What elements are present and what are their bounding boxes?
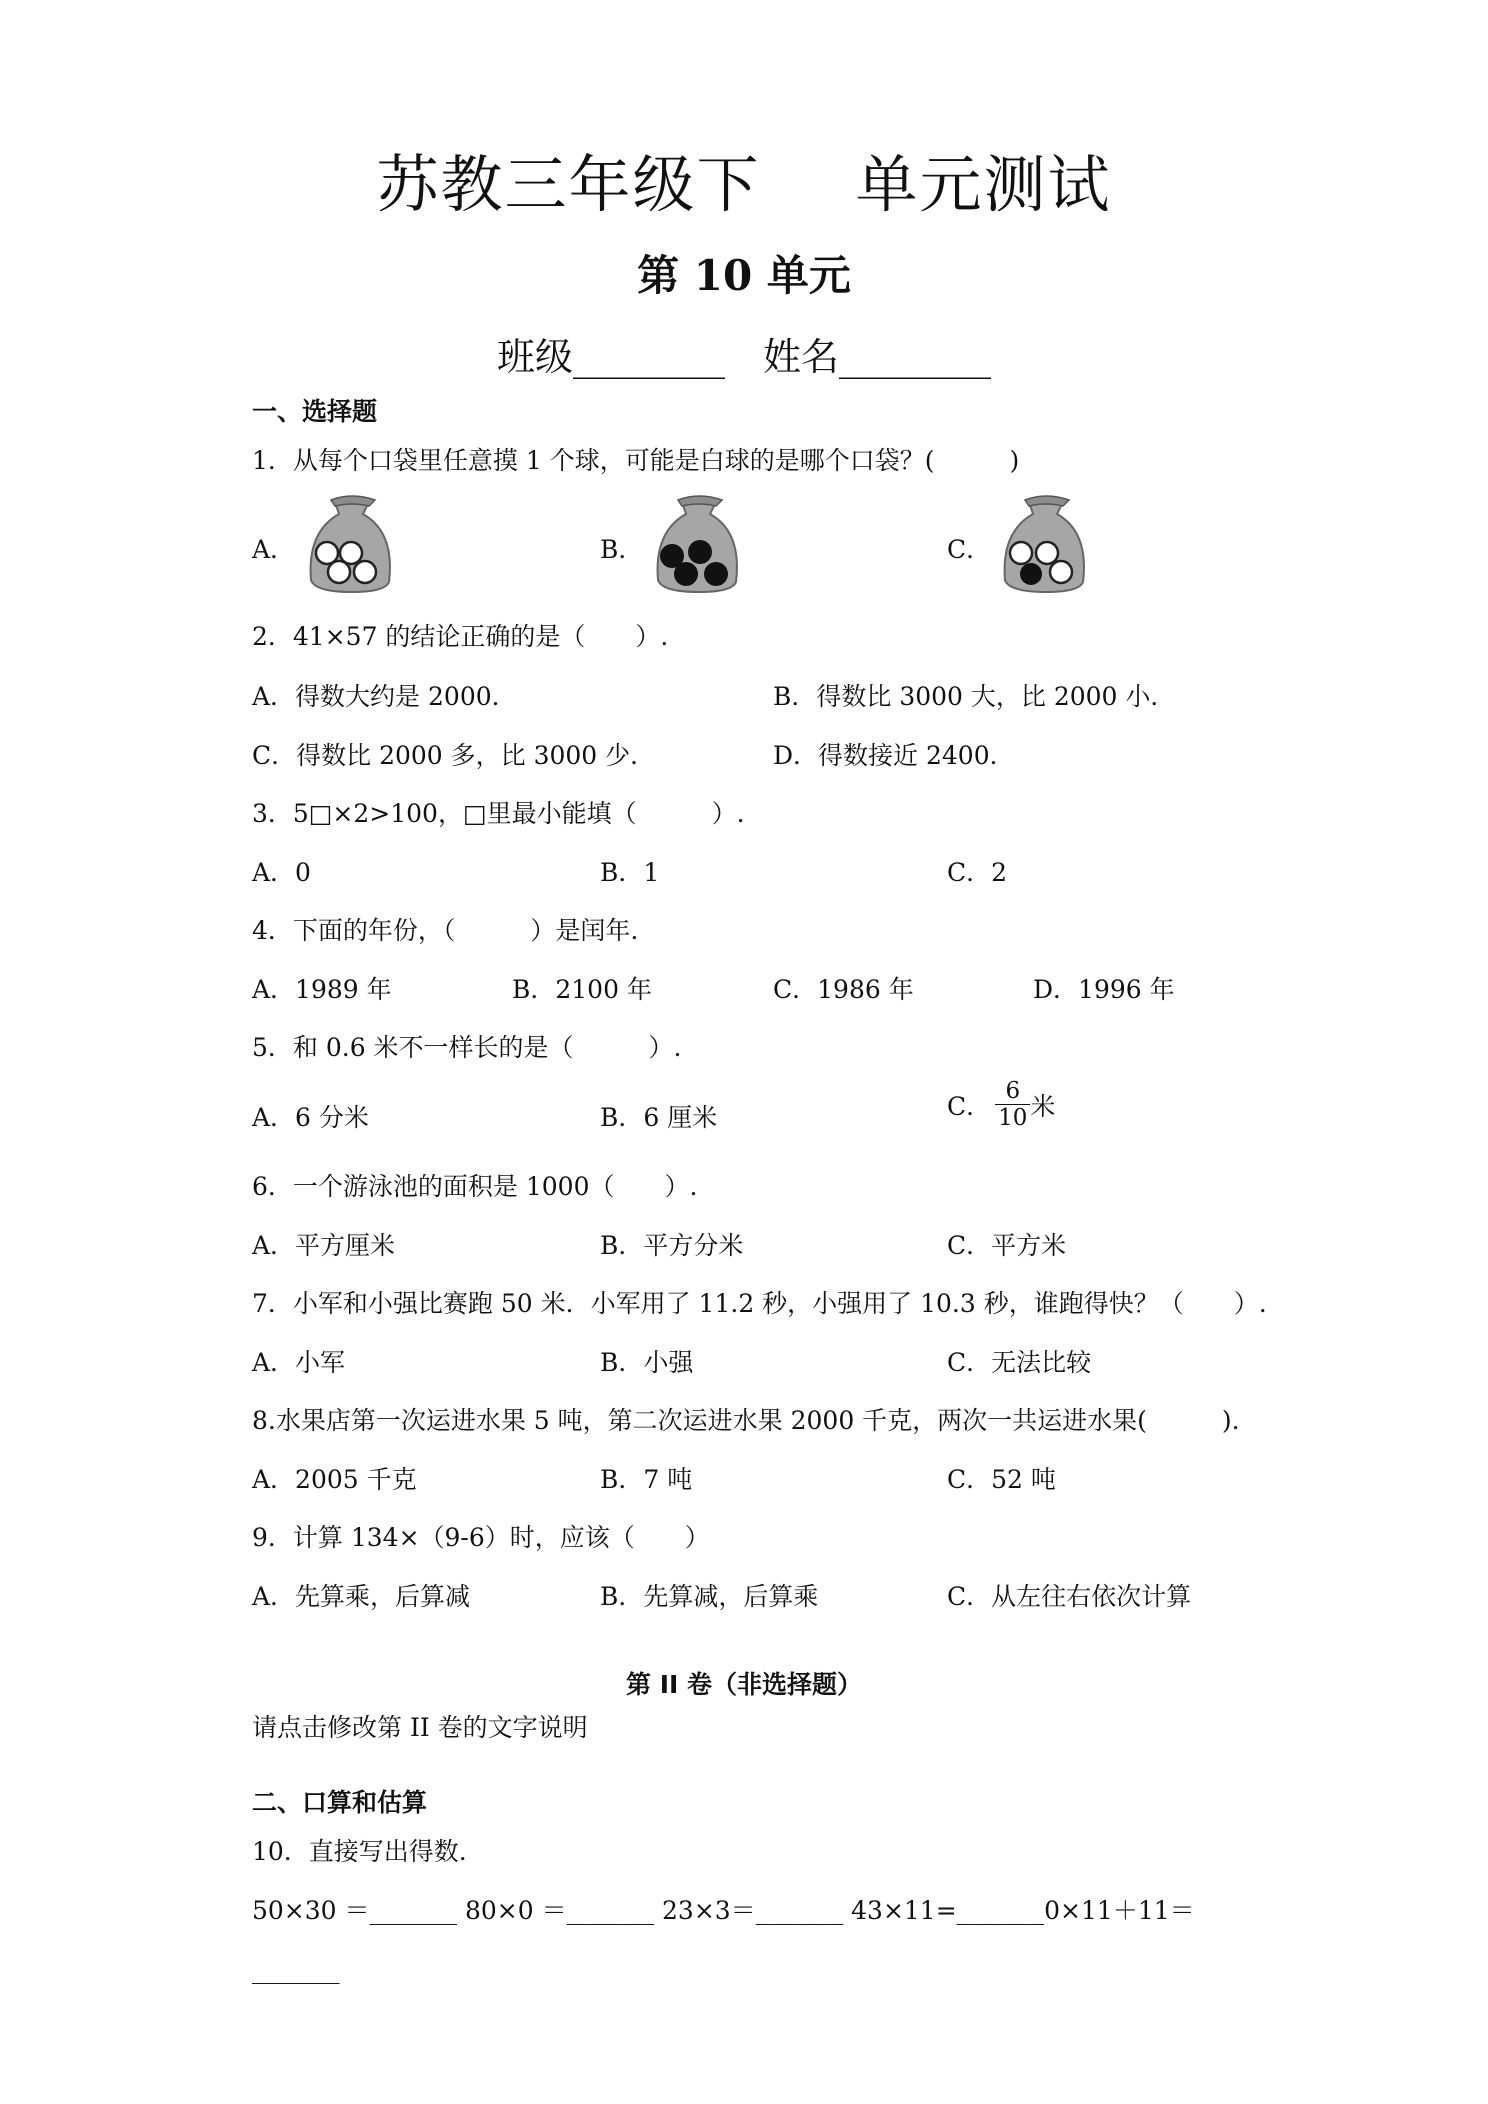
q1-option-b[interactable]: B． — [600, 535, 644, 564]
section-heading-mental-math: 二、口算和估算 — [252, 1788, 428, 1817]
question-10: 10．直接写出得数. — [252, 1837, 467, 1866]
q4-option-c[interactable]: C．1986 年 — [773, 975, 914, 1004]
question-5: 5．和 0.6 米不一样长的是（ ）. — [252, 1033, 682, 1062]
q4-option-b[interactable]: B．2100 年 — [512, 975, 652, 1004]
question-2: 2．41×57 的结论正确的是（ ）. — [252, 622, 669, 651]
q9-option-c[interactable]: C．从左往右依次计算 — [947, 1582, 1192, 1611]
q5-option-b[interactable]: B．6 厘米 — [600, 1103, 718, 1132]
name-field[interactable]: 姓名________ — [763, 335, 992, 379]
bag-c-ball-1 — [1010, 542, 1032, 564]
q3-option-a[interactable]: A．0 — [252, 858, 311, 887]
bag-a-image — [297, 492, 407, 598]
q3-option-b[interactable]: B．1 — [600, 858, 660, 887]
q2-option-b[interactable]: B．得数比 3000 大，比 2000 小． — [773, 682, 1176, 711]
student-info-line — [0, 326, 1488, 381]
q6-option-b[interactable]: B．平方分米 — [600, 1231, 744, 1260]
q6-option-c[interactable]: C．平方米 — [947, 1231, 1067, 1260]
section-heading-choice: 一、选择题 — [252, 397, 378, 426]
q5-option-c-letter: C． — [947, 1091, 992, 1121]
q6-option-a[interactable]: A．平方厘米 — [252, 1231, 396, 1260]
q7-option-c[interactable]: C．无法比较 — [947, 1348, 1092, 1377]
q4-option-a[interactable]: A．1989 年 — [252, 975, 392, 1004]
q1-option-a[interactable]: A． — [252, 535, 296, 564]
bag-b-image — [644, 492, 754, 598]
q5-option-a[interactable]: A．6 分米 — [252, 1103, 369, 1132]
q10-calc-line-1[interactable]: 50×30 ＝_______ 80×0 ＝_______ 23×3＝_______ 43×11=_______0×11＋11＝ — [252, 1896, 1195, 1925]
page-title — [0, 135, 1488, 224]
q8-option-c[interactable]: C．52 吨 — [947, 1465, 1056, 1494]
q2-option-d[interactable]: D．得数接近 2400． — [773, 741, 1015, 770]
q3-option-c[interactable]: C．2 — [947, 858, 1008, 887]
question-4: 4．下面的年份，（ ）是闰年. — [252, 916, 639, 945]
part-2-heading: 第 II 卷（非选择题） — [625, 1670, 862, 1699]
bag-b-ball-2 — [688, 540, 712, 564]
q4-option-d[interactable]: D．1996 年 — [1033, 975, 1175, 1004]
bag-c-image — [991, 492, 1101, 598]
question-8: 8.水果店第一次运进水果 5 吨，第二次运进水果 2000 千克，两次一共运进水果( ). — [252, 1406, 1240, 1435]
q9-option-b[interactable]: B．先算减，后算乘 — [600, 1582, 819, 1611]
unit-subtitle: 第 10 单元 — [637, 251, 851, 300]
bag-c-ball-2 — [1020, 563, 1042, 585]
q8-option-b[interactable]: B．7 吨 — [600, 1465, 693, 1494]
fraction-unit: 米 — [1030, 1091, 1056, 1121]
fraction-denominator: 10 — [998, 1105, 1028, 1132]
bag-a-ball-3 — [328, 561, 350, 583]
bag-c-ball-4 — [1050, 561, 1072, 583]
q10-calc-line-2[interactable]: _______ — [252, 1955, 340, 1984]
title-right: 单元测试 — [855, 148, 1112, 221]
q7-option-a[interactable]: A．小军 — [252, 1348, 346, 1377]
question-6: 6．一个游泳池的面积是 1000（ ）. — [252, 1172, 698, 1201]
class-field[interactable]: 班级________ — [496, 335, 725, 379]
title-left: 苏教三年级下 — [376, 148, 761, 221]
bag-b-ball-4 — [704, 562, 728, 586]
q7-option-b[interactable]: B．小强 — [600, 1348, 694, 1377]
fraction-numerator: 6 — [995, 1078, 1030, 1105]
q8-option-a[interactable]: A．2005 千克 — [252, 1465, 417, 1494]
q2-option-c[interactable]: C．得数比 2000 多，比 3000 少． — [252, 741, 656, 770]
bag-b-ball-3 — [674, 562, 698, 586]
question-1: 1．从每个口袋里任意摸 1 个球，可能是白球的是哪个口袋？( ) — [252, 446, 1020, 475]
question-9: 9．计算 134×（9-6）时，应该（ ） — [252, 1523, 710, 1552]
bag-c-ball-3 — [1036, 542, 1058, 564]
bag-a-ball-4 — [354, 561, 376, 583]
question-3: 3．5□×2>100，□里最小能填（ ）. — [252, 799, 745, 828]
question-7: 7．小军和小强比赛跑 50 米．小军用了 11.2 秒，小强用了 10.3 秒，谁跑得快？（ ）. — [252, 1289, 1267, 1318]
fraction — [995, 1078, 1030, 1132]
q2-option-a[interactable]: A．得数大约是 2000． — [252, 682, 517, 711]
q5-option-c[interactable] — [947, 1078, 1055, 1132]
part-2-note[interactable]: 请点击修改第 II 卷的文字说明 — [252, 1713, 588, 1742]
q1-option-c[interactable]: C． — [947, 535, 992, 564]
q9-option-a[interactable]: A．先算乘，后算减 — [252, 1582, 471, 1611]
